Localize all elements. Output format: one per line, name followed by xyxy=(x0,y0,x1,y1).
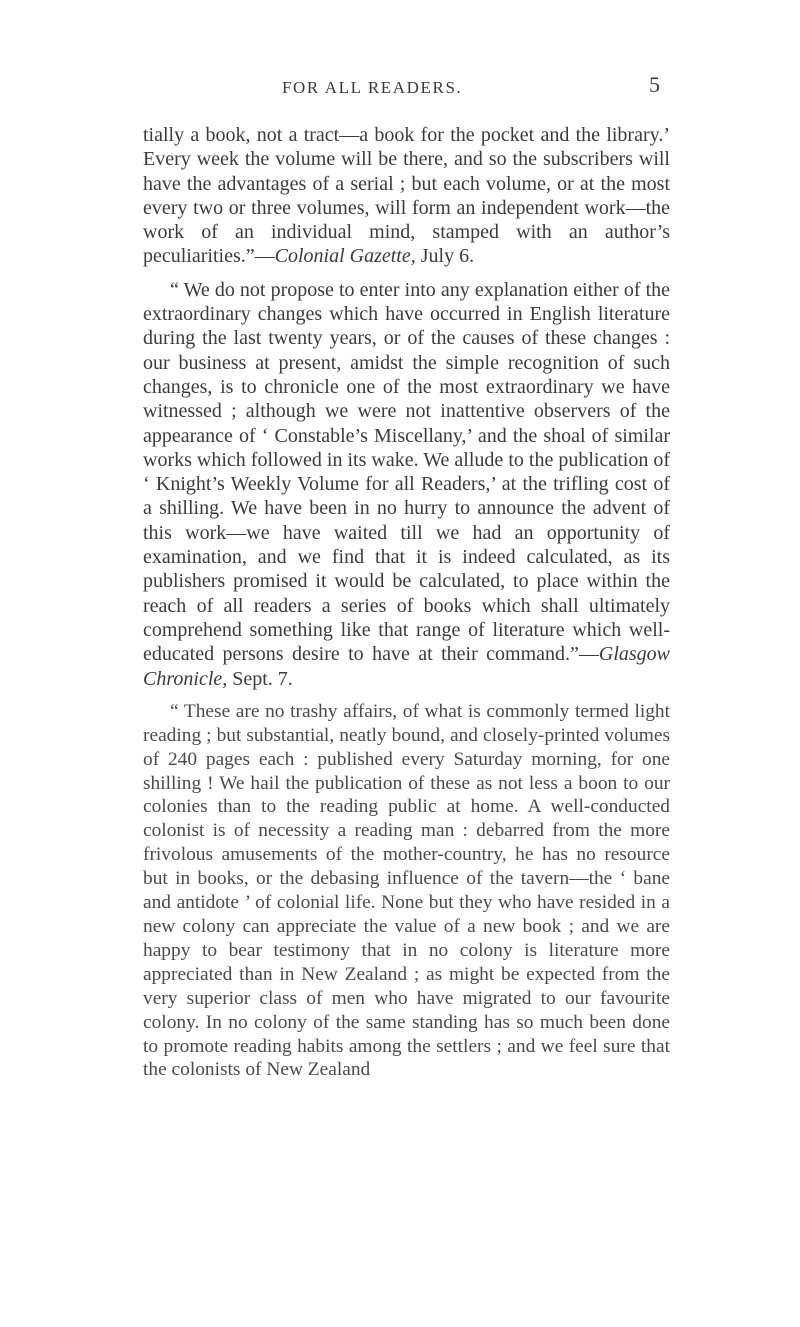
paragraph-quotation xyxy=(143,700,670,1083)
source-citation: Colonial Gazette, xyxy=(274,245,416,268)
body-text xyxy=(143,123,670,1082)
running-title: FOR ALL READERS. xyxy=(282,78,463,97)
paragraph-quotation xyxy=(143,278,670,691)
source-citation: Glasgow Chronicle, xyxy=(143,643,670,690)
paragraph-text: tially a book, not a tract—a book for the pocket and the library.’ Every week the volume will be there, and so the subscribers will have the advantages of a serial ; but each volume, or at the most every two or three volumes, will form an independent work—the work of an individual mind, stamped with an author’s peculiarities.”— xyxy=(143,124,670,268)
paragraph-text: “ We do not propose to enter into any explanation either of the extraordinary changes which have occurred in English literature during the last twenty years, or of the causes of these changes : our business at present, amidst the simple recognition of such changes, is to chronicle one of the most extraordinary we have witnessed ; although we were not inattentive observers of the appearance of ‘ Constable’s Miscellany,’ and the shoal of similar works which followed in its wake. We allude to the publication of ‘ Knight’s Weekly Volume for all Readers,’ at the trifling cost of a shilling. We have been in no hurry to announce the advent of this work—we have waited till we had an opportunity of examination, and we find that it is indeed calculated, as its publishers promised it would be calculated, to place within the reach of all readers a series of books which shall ultimately comprehend something like that range of literature which well-educated persons desire to have at their command.”— xyxy=(143,278,670,666)
citation-date: July 6. xyxy=(415,245,475,268)
running-head xyxy=(0,72,800,108)
paragraph-text: “ These are no trashy affairs, of what is commonly termed light reading ; but substantial, neatly bound, and closely-printed volumes of 240 pages each : published every Saturday morning, for one shilling ! We hail the publication of these as not less a boon to our colonies than to the reading public at home. A well-conducted colonist is of necessity a reading man : debarred from the more frivolous amusements of the mother-country, he has no resource but in books, or the debasing influence of the tavern—the ‘ bane and antidote ’ of colonial life. None but they who have resided in a new colony can appreciate the value of a new book ; and we are happy to bear testimony that in no colony is literature more appreciated than in New Zealand ; as might be expected from the very superior class of men who have migrated to our favourite colony. In no colony of the same standing has so much been done to promote reading habits among the settlers ; and we feel sure that the colonists of New Zealand xyxy=(143,700,670,1081)
citation-date: Sept. 7. xyxy=(227,667,293,690)
page-number: 5 xyxy=(649,72,660,97)
paragraph-continuation xyxy=(143,123,670,269)
